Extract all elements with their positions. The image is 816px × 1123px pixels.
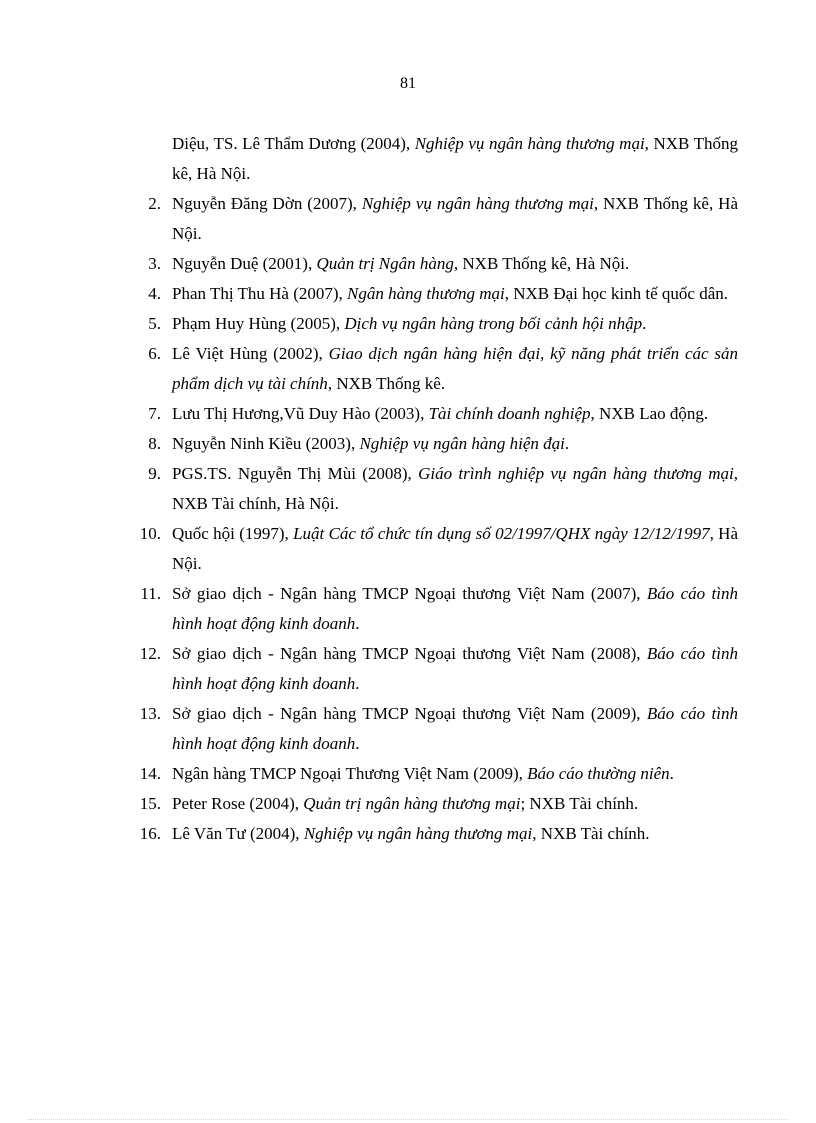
reference-title: Luật Các tổ chức tín dụng số 02/1997/QHX ngày 12/12/1997 [293,524,710,543]
reference-text: Diệu, TS. Lê Thẩm Dương (2004), Nghiệp vụ ngân hàng thương mại, NXB Thống kê, Hà Nội. [172,134,738,183]
reference-text: Quốc hội (1997), Luật Các tổ chức tín dụng số 02/1997/QHX ngày 12/12/1997, Hà Nội. [172,524,738,573]
reference-item [0,699,816,759]
reference-title: Báo cáo tình hình hoạt động kinh doanh [172,704,738,753]
reference-text: Nguyễn Đăng Dờn (2007), Nghiệp vụ ngân hàng thương mại, NXB Thống kê, Hà Nội. [172,194,738,243]
page-number: 81 [400,75,416,92]
page-bottom-divider [28,1119,788,1120]
reference-item [0,579,816,639]
reference-text: PGS.TS. Nguyễn Thị Mùi (2008), Giáo trình nghiệp vụ ngân hàng thương mại, NXB Tài chính, Hà Nội. [172,464,738,513]
reference-title: Ngân hàng thương mại [347,284,505,303]
reference-item [0,459,816,519]
reference-title: Nghiệp vụ ngân hàng hiện đại [359,434,565,453]
reference-item [0,519,816,579]
reference-title: Giáo trình nghiệp vụ ngân hàng thương mại [418,464,734,483]
reference-number: 13. [139,704,161,723]
reference-title: Nghiệp vụ ngân hàng thương mại [303,824,533,843]
reference-title: Quản trị Ngân hàng [316,254,454,273]
reference-item [0,189,816,249]
reference-text: Lưu Thị Hương,Vũ Duy Hào (2003), Tài chính doanh nghiệp, NXB Lao động. [172,404,709,423]
reference-title: Báo cáo tình hình hoạt động kinh doanh [172,644,738,693]
reference-number: 7. [148,404,161,423]
reference-text: Sở giao dịch - Ngân hàng TMCP Ngoại thương Việt Nam (2008), Báo cáo tình hình hoạt động kinh doanh. [172,644,738,693]
reference-title: Nghiệp vụ ngân hàng thương mại [414,134,645,153]
reference-number: 9. [148,464,161,483]
reference-item [0,399,816,429]
reference-number: 8. [148,434,161,453]
reference-item [0,249,816,279]
reference-text: Nguyễn Ninh Kiều (2003), Nghiệp vụ ngân hàng hiện đại. [172,434,570,453]
reference-number: 4. [148,284,161,303]
reference-text: Sở giao dịch - Ngân hàng TMCP Ngoại thương Việt Nam (2007), Báo cáo tình hình hoạt động kinh doanh. [172,584,738,633]
reference-list [0,129,816,849]
reference-number: 16. [139,824,161,843]
reference-text: Lê Văn Tư (2004), Nghiệp vụ ngân hàng thương mại, NXB Tài chính. [172,824,650,843]
reference-item [0,129,816,189]
reference-item [0,819,816,849]
reference-title: Báo cáo thường niên [527,764,670,783]
reference-title: Báo cáo tình hình hoạt động kinh doanh [172,584,738,633]
reference-title: Giao dịch ngân hàng hiện đại, kỹ năng phát triển các sản phẩm dịch vụ tài chính [172,344,738,393]
reference-number: 12. [139,644,161,663]
reference-number: 15. [139,794,161,813]
reference-text: Ngân hàng TMCP Ngoại Thương Việt Nam (2009), Báo cáo thường niên. [172,764,674,783]
reference-item [0,789,816,819]
reference-title: Nghiệp vụ ngân hàng thương mại [361,194,594,213]
reference-text: Sở giao dịch - Ngân hàng TMCP Ngoại thương Việt Nam (2009), Báo cáo tình hình hoạt động kinh doanh. [172,704,738,753]
reference-title: Dịch vụ ngân hàng trong bối cảnh hội nhập [344,314,643,333]
reference-title: Quản trị ngân hàng thương mại [303,794,521,813]
reference-text: Phạm Huy Hùng (2005), Dịch vụ ngân hàng trong bối cảnh hội nhập. [172,314,647,333]
reference-item [0,639,816,699]
reference-number: 14. [139,764,161,783]
reference-number: 6. [148,344,161,363]
reference-title: Tài chính doanh nghiệp [428,404,591,423]
reference-item [0,279,816,309]
reference-text: Lê Việt Hùng (2002), Giao dịch ngân hàng hiện đại, kỹ năng phát triển các sản phẩm dịch vụ tài chính, NXB Thống kê. [172,344,738,393]
reference-number: 2. [148,194,161,213]
reference-text: Phan Thị Thu Hà (2007), Ngân hàng thương mại, NXB Đại học kinh tế quốc dân. [172,284,729,303]
reference-number: 11. [140,584,161,603]
reference-item [0,429,816,459]
reference-number: 10. [139,524,161,543]
reference-item [0,339,816,399]
reference-text: Nguyễn Duệ (2001), Quản trị Ngân hàng, NXB Thống kê, Hà Nội. [172,254,630,273]
reference-item [0,309,816,339]
reference-number: 5. [148,314,161,333]
reference-item [0,759,816,789]
reference-text: Peter Rose (2004), Quản trị ngân hàng thương mại; NXB Tài chính. [172,794,639,813]
reference-number: 3. [148,254,161,273]
